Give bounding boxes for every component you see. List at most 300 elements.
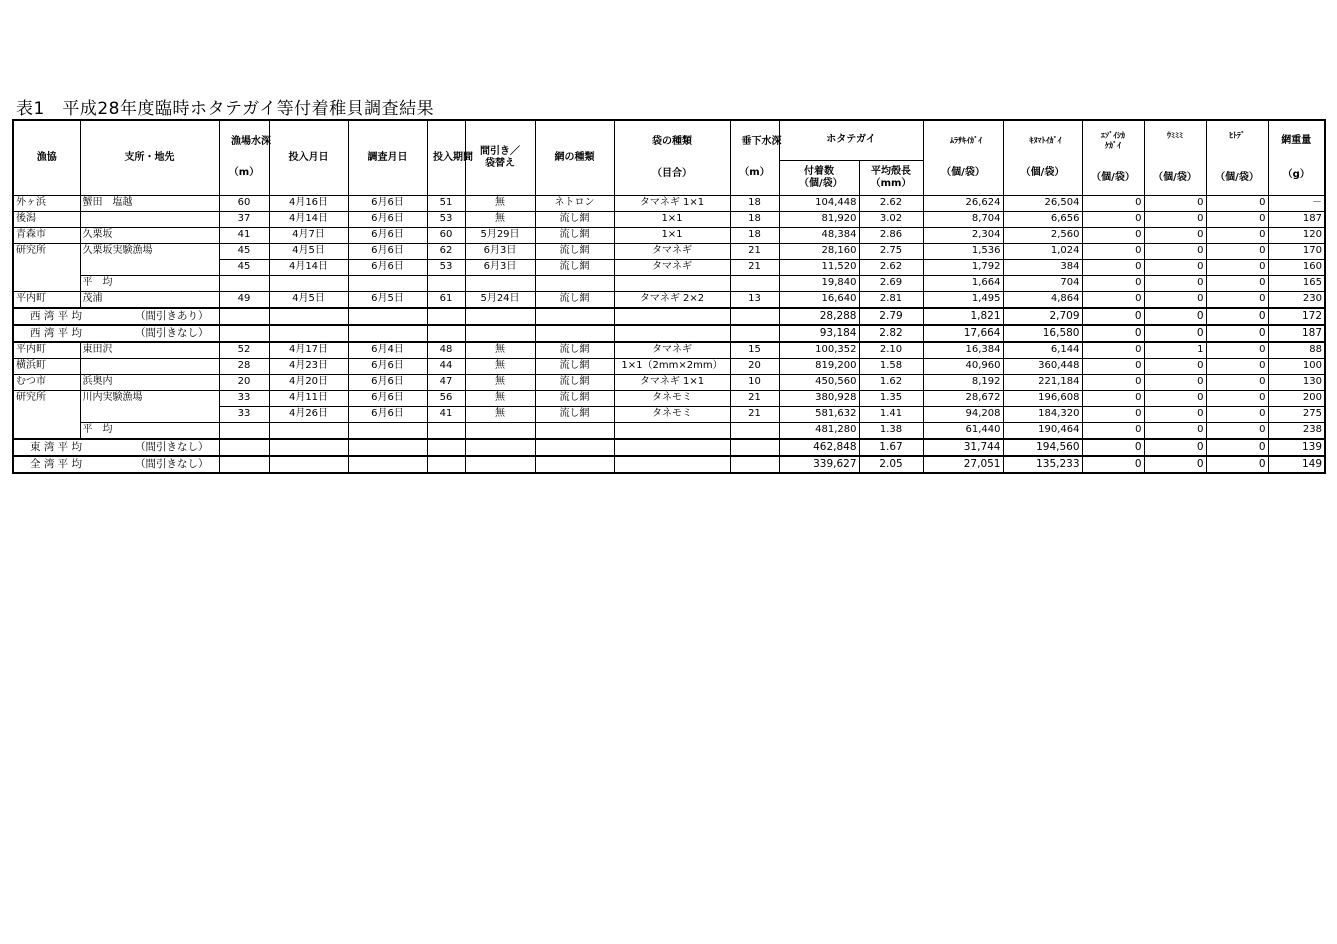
- cell-ami: 流し網: [535, 406, 614, 422]
- cell-murasaki: 16,384: [923, 342, 1003, 359]
- cell-length: 2.79: [859, 308, 923, 325]
- header-ezo: [1082, 120, 1144, 195]
- table-body: [13, 195, 1325, 473]
- cell-hitode: 0: [1206, 390, 1268, 406]
- cell-kumiai: むつ市: [13, 374, 80, 390]
- survey-results-table: [12, 119, 1326, 474]
- cell-chosa: 6月6日: [348, 390, 427, 406]
- cell-weight: 149: [1268, 456, 1325, 473]
- cell-kumiai: 後潟: [13, 211, 80, 227]
- cell-kikan: 51: [427, 195, 465, 211]
- cell-kumiai: [13, 422, 80, 439]
- cell-chosa: 6月6日: [348, 227, 427, 243]
- table-row: [13, 422, 1325, 439]
- cell-fukuro: タマネギ 1×1: [614, 374, 730, 390]
- cell-length: 1.67: [859, 439, 923, 456]
- cell-hitode: 0: [1206, 227, 1268, 243]
- cell-weight: 139: [1268, 439, 1325, 456]
- cell-umimimi: 0: [1144, 308, 1206, 325]
- cell-length: 2.05: [859, 456, 923, 473]
- cell-shisho: [80, 406, 219, 422]
- header-kikan: [427, 120, 473, 195]
- cell-fukuro: タネモミ: [614, 390, 730, 406]
- cell-ezo: 0: [1082, 243, 1144, 259]
- cell-ezo: 0: [1082, 406, 1144, 422]
- cell-fuchaku: 581,632: [779, 406, 859, 422]
- cell-length: 2.81: [859, 291, 923, 308]
- cell-depth: 33: [219, 406, 269, 422]
- cell-kikan: 60: [427, 227, 465, 243]
- cell-umimimi: 0: [1144, 439, 1206, 456]
- average-row: [13, 308, 1325, 325]
- cell-shisho: 平 均: [80, 275, 219, 291]
- header-suika-label: 垂下水深: [741, 135, 782, 147]
- header-fuchaku-label: 付着数（個/袋）: [799, 165, 843, 189]
- cell-kinumato: 384: [1003, 259, 1082, 275]
- table-row: [13, 275, 1325, 291]
- cell-murasaki: 1,536: [923, 243, 1003, 259]
- header-umimimi-label: ｳﾐﾐﾐ: [1167, 130, 1183, 140]
- cell-kumiai: 青森市: [13, 227, 80, 243]
- cell-length: 2.10: [859, 342, 923, 359]
- cell-kinumato: 6,656: [1003, 211, 1082, 227]
- cell-tonyu: 4月16日: [269, 195, 348, 211]
- cell-hitode: 0: [1206, 259, 1268, 275]
- average-note: （間引きなし）: [135, 441, 209, 453]
- cell-length: 1.41: [859, 406, 923, 422]
- cell-ezo: 0: [1082, 390, 1144, 406]
- cell-depth: 41: [219, 227, 269, 243]
- cell-ami: [535, 325, 614, 342]
- header-depth-label: 漁場水深: [231, 135, 271, 147]
- cell-depth: 33: [219, 390, 269, 406]
- cell-suika: 10: [730, 374, 779, 390]
- cell-kinumato: 184,320: [1003, 406, 1082, 422]
- cell-tonyu: [269, 422, 348, 439]
- cell-weight: 275: [1268, 406, 1325, 422]
- cell-umimimi: 0: [1144, 259, 1206, 275]
- cell-hitode: 0: [1206, 406, 1268, 422]
- cell-ezo: 0: [1082, 422, 1144, 439]
- cell-fukuro: 1×1: [614, 227, 730, 243]
- cell-mabiki: 無: [465, 390, 535, 406]
- cell-tonyu: 4月14日: [269, 211, 348, 227]
- cell-tonyu: 4月23日: [269, 358, 348, 374]
- cell-hitode: 0: [1206, 195, 1268, 211]
- cell-weight: 88: [1268, 342, 1325, 359]
- cell-depth: 45: [219, 259, 269, 275]
- cell-ezo: 0: [1082, 439, 1144, 456]
- header-suika: [730, 120, 782, 195]
- cell-shisho: 蟹田 塩越: [80, 195, 219, 211]
- cell-suika: [730, 422, 779, 439]
- cell-kinumato: 194,560: [1003, 439, 1082, 456]
- cell-tonyu: 4月14日: [269, 259, 348, 275]
- cell-murasaki: 1,495: [923, 291, 1003, 308]
- table-row: [13, 374, 1325, 390]
- cell-umimimi: 0: [1144, 456, 1206, 473]
- cell-tonyu: [269, 275, 348, 291]
- table-row: [13, 243, 1325, 259]
- table-row: [13, 259, 1325, 275]
- cell-ami: [535, 422, 614, 439]
- average-note: （間引きなし）: [135, 327, 209, 339]
- cell-shisho: 川内実験漁場: [80, 390, 219, 406]
- cell-depth: [219, 308, 269, 325]
- cell-kikan: 62: [427, 243, 465, 259]
- cell-fuchaku: 104,448: [779, 195, 859, 211]
- cell-ami: 流し網: [535, 259, 614, 275]
- cell-umimimi: 0: [1144, 325, 1206, 342]
- header-murasaki-unit: （個/袋）: [941, 166, 985, 178]
- cell-kinumato: 4,864: [1003, 291, 1082, 308]
- cell-chosa: [348, 422, 427, 439]
- cell-kikan: [427, 439, 465, 456]
- cell-weight: 100: [1268, 358, 1325, 374]
- cell-murasaki: 26,624: [923, 195, 1003, 211]
- cell-fukuro: 1×1: [614, 211, 730, 227]
- header-fuchaku: [779, 160, 859, 195]
- cell-tonyu: [269, 456, 348, 473]
- cell-fuchaku: 28,160: [779, 243, 859, 259]
- cell-ami: 流し網: [535, 291, 614, 308]
- cell-tonyu: [269, 325, 348, 342]
- cell-suika: [730, 325, 779, 342]
- cell-chosa: 6月4日: [348, 342, 427, 359]
- cell-chosa: 6月6日: [348, 259, 427, 275]
- cell-umimimi: 0: [1144, 275, 1206, 291]
- cell-chosa: 6月6日: [348, 358, 427, 374]
- cell-suika: 21: [730, 243, 779, 259]
- cell-depth: 49: [219, 291, 269, 308]
- cell-ami: [535, 308, 614, 325]
- cell-chosa: [348, 456, 427, 473]
- header-kikan-label: 投入期間: [433, 151, 473, 163]
- cell-murasaki: 1,792: [923, 259, 1003, 275]
- cell-shisho: 久栗坂: [80, 227, 219, 243]
- cell-fuchaku: 16,640: [779, 291, 859, 308]
- cell-weight: 187: [1268, 325, 1325, 342]
- cell-hitode: 0: [1206, 308, 1268, 325]
- header-murasaki-label: ﾑﾗｻｷｲｶﾞｲ: [950, 135, 982, 145]
- cell-fuchaku: 481,280: [779, 422, 859, 439]
- cell-length: 2.75: [859, 243, 923, 259]
- cell-hitode: 0: [1206, 456, 1268, 473]
- cell-suika: [730, 456, 779, 473]
- cell-fukuro: [614, 275, 730, 291]
- cell-ezo: 0: [1082, 308, 1144, 325]
- table-title: 表1 平成28年度臨時ホタテガイ等付着稚貝調査結果: [16, 99, 435, 119]
- cell-chosa: 6月6日: [348, 243, 427, 259]
- header-weight-unit: （g）: [1282, 168, 1310, 180]
- cell-depth: 28: [219, 358, 269, 374]
- cell-mabiki: 無: [465, 342, 535, 359]
- cell-kikan: 44: [427, 358, 465, 374]
- cell-tonyu: [269, 439, 348, 456]
- cell-kumiai: 研究所: [13, 243, 80, 259]
- cell-murasaki: 8,192: [923, 374, 1003, 390]
- cell-length: 2.62: [859, 259, 923, 275]
- cell-ezo: 0: [1082, 227, 1144, 243]
- table-row: [13, 211, 1325, 227]
- cell-weight: 172: [1268, 308, 1325, 325]
- cell-mabiki: [465, 422, 535, 439]
- average-row: [13, 325, 1325, 342]
- cell-depth: 60: [219, 195, 269, 211]
- cell-murasaki: 28,672: [923, 390, 1003, 406]
- cell-fuchaku: 48,384: [779, 227, 859, 243]
- header-kinumato-unit: （個/袋）: [1020, 166, 1065, 178]
- header-suika-unit: （m）: [739, 166, 770, 178]
- header-kinumato: [1003, 120, 1082, 195]
- cell-weight: 187: [1268, 211, 1325, 227]
- header-umimimi-unit: （個/袋）: [1153, 171, 1197, 183]
- cell-tonyu: 4月5日: [269, 291, 348, 308]
- cell-tonyu: 4月20日: [269, 374, 348, 390]
- cell-suika: 18: [730, 227, 779, 243]
- header-hotate: ホタテガイ: [779, 120, 923, 160]
- cell-chosa: 6月6日: [348, 195, 427, 211]
- cell-fukuro: タネモミ: [614, 406, 730, 422]
- cell-weight: 238: [1268, 422, 1325, 439]
- cell-umimimi: 0: [1144, 227, 1206, 243]
- cell-fukuro: [614, 325, 730, 342]
- cell-shisho: [80, 259, 219, 275]
- header-hitode-unit: （個/袋）: [1215, 171, 1259, 183]
- header-gyokyo: 漁協: [13, 120, 80, 195]
- cell-chosa: 6月5日: [348, 291, 427, 308]
- cell-fuchaku: 100,352: [779, 342, 859, 359]
- cell-chosa: [348, 275, 427, 291]
- average-label: 全 湾 平 均: [30, 458, 83, 470]
- cell-kikan: 53: [427, 259, 465, 275]
- header-mabiki-label: 間引き／袋替え: [480, 145, 520, 169]
- table-row: [13, 342, 1325, 359]
- header-ezo-label: ｴｿﾞｲｼｶｹｶﾞｲ: [1101, 130, 1125, 150]
- cell-depth: [219, 439, 269, 456]
- header-hitode: [1206, 120, 1268, 195]
- cell-ami: 流し網: [535, 342, 614, 359]
- table-row: [13, 227, 1325, 243]
- cell-fuchaku: 11,520: [779, 259, 859, 275]
- cell-average-label: [13, 439, 219, 456]
- header-shisho: 支所・地先: [80, 120, 219, 195]
- header-ezo-unit: （個/袋）: [1091, 171, 1135, 183]
- cell-ami: 流し網: [535, 211, 614, 227]
- cell-kumiai: 外ヶ浜: [13, 195, 80, 211]
- header-murasaki: [923, 120, 1003, 195]
- cell-ezo: 0: [1082, 374, 1144, 390]
- cell-kikan: 47: [427, 374, 465, 390]
- cell-ezo: 0: [1082, 291, 1144, 308]
- header-fukuro-unit: （目合）: [652, 167, 692, 179]
- cell-ezo: 0: [1082, 358, 1144, 374]
- cell-suika: 21: [730, 406, 779, 422]
- cell-depth: 45: [219, 243, 269, 259]
- cell-shisho: 平 均: [80, 422, 219, 439]
- header-hitode-label: ﾋﾄﾃﾞ: [1229, 130, 1245, 140]
- cell-ami: [535, 456, 614, 473]
- average-note: （間引きなし）: [135, 458, 209, 470]
- cell-suika: 15: [730, 342, 779, 359]
- header-depth: [219, 120, 269, 195]
- cell-fuchaku: 462,848: [779, 439, 859, 456]
- table-row: [13, 390, 1325, 406]
- cell-kikan: 41: [427, 406, 465, 422]
- cell-hitode: 0: [1206, 211, 1268, 227]
- cell-suika: [730, 275, 779, 291]
- cell-depth: 20: [219, 374, 269, 390]
- cell-average-label: [13, 308, 219, 325]
- cell-shisho: 東田沢: [80, 342, 219, 359]
- average-label: 東 湾 平 均: [30, 441, 83, 453]
- cell-murasaki: 1,821: [923, 308, 1003, 325]
- cell-weight: 230: [1268, 291, 1325, 308]
- cell-hitode: 0: [1206, 291, 1268, 308]
- cell-kinumato: 704: [1003, 275, 1082, 291]
- cell-chosa: [348, 325, 427, 342]
- cell-length: 1.58: [859, 358, 923, 374]
- header-depth-unit: （m）: [228, 166, 260, 178]
- cell-kumiai: 横浜町: [13, 358, 80, 374]
- cell-mabiki: 6月3日: [465, 259, 535, 275]
- cell-depth: [219, 422, 269, 439]
- cell-mabiki: 無: [465, 374, 535, 390]
- cell-kinumato: 190,464: [1003, 422, 1082, 439]
- cell-fuchaku: 339,627: [779, 456, 859, 473]
- cell-kumiai: 平内町: [13, 342, 80, 359]
- cell-kinumato: 360,448: [1003, 358, 1082, 374]
- cell-umimimi: 0: [1144, 406, 1206, 422]
- cell-weight: 120: [1268, 227, 1325, 243]
- cell-kinumato: 6,144: [1003, 342, 1082, 359]
- header-tonyu: 投入月日: [269, 120, 348, 195]
- cell-suika: [730, 308, 779, 325]
- cell-shisho: [80, 211, 219, 227]
- cell-depth: [219, 275, 269, 291]
- cell-tonyu: 4月17日: [269, 342, 348, 359]
- cell-kikan: 53: [427, 211, 465, 227]
- cell-murasaki: 94,208: [923, 406, 1003, 422]
- cell-hitode: 0: [1206, 243, 1268, 259]
- average-row: [13, 456, 1325, 473]
- cell-fuchaku: 93,184: [779, 325, 859, 342]
- cell-mabiki: [465, 325, 535, 342]
- cell-fukuro: [614, 308, 730, 325]
- cell-chosa: 6月6日: [348, 211, 427, 227]
- cell-kinumato: 1,024: [1003, 243, 1082, 259]
- cell-shisho: [80, 358, 219, 374]
- cell-kinumato: 2,560: [1003, 227, 1082, 243]
- cell-shisho: 浜奥内: [80, 374, 219, 390]
- cell-ami: 流し網: [535, 374, 614, 390]
- cell-length: 1.62: [859, 374, 923, 390]
- table-row: [13, 291, 1325, 308]
- header-weight: [1268, 120, 1325, 195]
- cell-umimimi: 0: [1144, 390, 1206, 406]
- cell-length: 1.35: [859, 390, 923, 406]
- cell-kumiai: [13, 259, 80, 275]
- cell-murasaki: 1,664: [923, 275, 1003, 291]
- cell-murasaki: 27,051: [923, 456, 1003, 473]
- average-row: [13, 439, 1325, 456]
- cell-average-label: [13, 325, 219, 342]
- cell-weight: 130: [1268, 374, 1325, 390]
- cell-hitode: 0: [1206, 358, 1268, 374]
- cell-hitode: 0: [1206, 342, 1268, 359]
- cell-mabiki: [465, 308, 535, 325]
- cell-tonyu: 4月7日: [269, 227, 348, 243]
- cell-hitode: 0: [1206, 422, 1268, 439]
- cell-fukuro: [614, 439, 730, 456]
- cell-chosa: 6月6日: [348, 374, 427, 390]
- average-label: 西 湾 平 均: [30, 327, 83, 339]
- cell-length: 2.82: [859, 325, 923, 342]
- cell-ezo: 0: [1082, 325, 1144, 342]
- cell-kinumato: 196,608: [1003, 390, 1082, 406]
- cell-kikan: [427, 422, 465, 439]
- header-fukuro: [614, 120, 730, 195]
- cell-length: 2.86: [859, 227, 923, 243]
- cell-fuchaku: 380,928: [779, 390, 859, 406]
- table-row: [13, 195, 1325, 211]
- header-kinumato-label: ｷﾇﾏﾄｲｶﾞｲ: [1029, 135, 1062, 145]
- cell-average-label: [13, 456, 219, 473]
- header-length: [859, 160, 923, 195]
- cell-fukuro: [614, 456, 730, 473]
- cell-fuchaku: 81,920: [779, 211, 859, 227]
- cell-hitode: 0: [1206, 439, 1268, 456]
- cell-suika: 18: [730, 211, 779, 227]
- cell-ami: 流し網: [535, 227, 614, 243]
- cell-depth: [219, 325, 269, 342]
- cell-fuchaku: 28,288: [779, 308, 859, 325]
- cell-fuchaku: 19,840: [779, 275, 859, 291]
- cell-fukuro: タマネギ: [614, 259, 730, 275]
- cell-ezo: 0: [1082, 456, 1144, 473]
- cell-fukuro: タマネギ 2×2: [614, 291, 730, 308]
- cell-ami: [535, 275, 614, 291]
- cell-suika: 20: [730, 358, 779, 374]
- cell-hitode: 0: [1206, 325, 1268, 342]
- header-mabiki: [465, 120, 535, 195]
- cell-weight: 200: [1268, 390, 1325, 406]
- cell-umimimi: 0: [1144, 291, 1206, 308]
- cell-suika: 21: [730, 259, 779, 275]
- header-chosa: 調査月日: [348, 120, 427, 195]
- cell-mabiki: 5月24日: [465, 291, 535, 308]
- cell-kumiai: [13, 275, 80, 291]
- cell-shisho: 茂浦: [80, 291, 219, 308]
- cell-mabiki: [465, 275, 535, 291]
- cell-depth: [219, 456, 269, 473]
- cell-chosa: [348, 439, 427, 456]
- cell-tonyu: 4月26日: [269, 406, 348, 422]
- cell-kinumato: 26,504: [1003, 195, 1082, 211]
- cell-length: 2.69: [859, 275, 923, 291]
- cell-ami: 流し網: [535, 243, 614, 259]
- cell-mabiki: 無: [465, 358, 535, 374]
- cell-weight: 170: [1268, 243, 1325, 259]
- cell-chosa: 6月6日: [348, 406, 427, 422]
- cell-murasaki: 61,440: [923, 422, 1003, 439]
- cell-mabiki: [465, 439, 535, 456]
- cell-fukuro: 1×1（2mm×2mm）: [614, 358, 730, 374]
- cell-fukuro: タマネギ: [614, 342, 730, 359]
- header-ami: 網の種類: [535, 120, 614, 195]
- cell-kikan: [427, 456, 465, 473]
- cell-fukuro: タマネギ: [614, 243, 730, 259]
